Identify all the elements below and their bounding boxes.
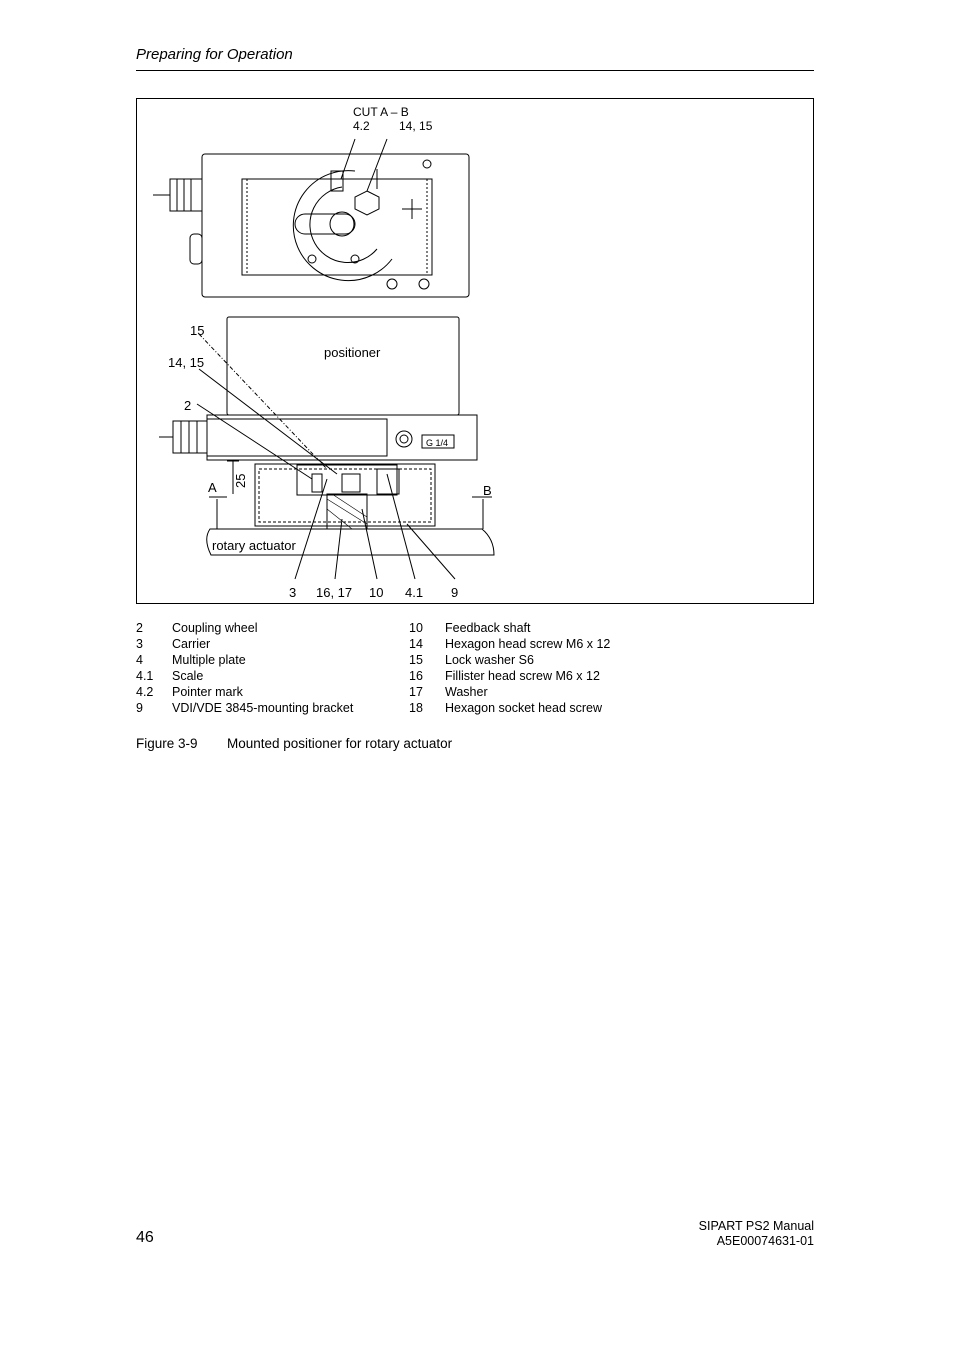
label-14-15-top: 14, 15: [399, 119, 433, 133]
hex-screw-top: [355, 191, 379, 215]
label-rotary-actuator: rotary actuator: [212, 538, 296, 553]
legend-item: 9 VDI/VDE 3845-mounting bracket: [136, 701, 354, 715]
pressure-port: [396, 431, 412, 447]
legend-item: 14 Hexagon head screw M6 x 12: [409, 637, 611, 651]
side-cable-gland: [173, 421, 207, 453]
legend-item: 4 Multiple plate: [136, 653, 246, 667]
label-16-17: 16, 17: [316, 585, 353, 600]
figure-frame: [136, 98, 814, 604]
legend-left: [136, 620, 396, 716]
legend-item: 18 Hexagon socket head screw: [409, 701, 603, 715]
label-section-b: B: [483, 483, 492, 498]
label-positioner: positioner: [324, 345, 381, 360]
page-number: 46: [136, 1229, 154, 1246]
figure-caption-label: Figure 3-9: [136, 736, 198, 751]
legend-item: 17 Washer: [409, 685, 488, 699]
label-cut-a-b: CUT A – B: [353, 105, 409, 119]
footer-document-info: [699, 1219, 814, 1249]
page-header-title: Preparing for Operation: [136, 46, 293, 63]
label-9: 9: [451, 585, 459, 600]
label-15-left: 15: [190, 323, 205, 338]
top-cable-gland: [170, 179, 202, 211]
legend-item: 3 Carrier: [136, 637, 211, 651]
label-14-15-left: 14, 15: [168, 355, 205, 370]
label-2: 2: [184, 398, 192, 413]
legend-item: 10 Feedback shaft: [409, 621, 531, 635]
legend-item: 16 Fillister head screw M6 x 12: [409, 669, 600, 683]
legend-item: 4.1 Scale: [136, 669, 204, 683]
figure-caption-text: Mounted positioner for rotary actuator: [227, 736, 453, 751]
footer-manual-title: SIPART PS2 Manual: [698, 1219, 814, 1233]
footer-document-id: A5E00074631-01: [716, 1234, 814, 1248]
label-section-a: A: [208, 480, 217, 495]
header-rule: [136, 70, 814, 71]
mounting-drawing: [137, 99, 815, 605]
label-4-2: 4.2: [353, 119, 370, 133]
label-3: 3: [289, 585, 297, 600]
label-4-1: 4.1: [405, 585, 424, 600]
label-dimension-25: 25: [233, 473, 248, 488]
legend-item: 15 Lock washer S6: [409, 653, 534, 667]
label-10: 10: [369, 585, 384, 600]
legend-right: [409, 620, 709, 716]
legend-item: 2 Coupling wheel: [136, 621, 258, 635]
coupling-wheel-top: [295, 214, 355, 234]
label-g-1-4: G 1/4: [426, 438, 449, 448]
legend-item: 4.2 Pointer mark: [136, 685, 243, 699]
